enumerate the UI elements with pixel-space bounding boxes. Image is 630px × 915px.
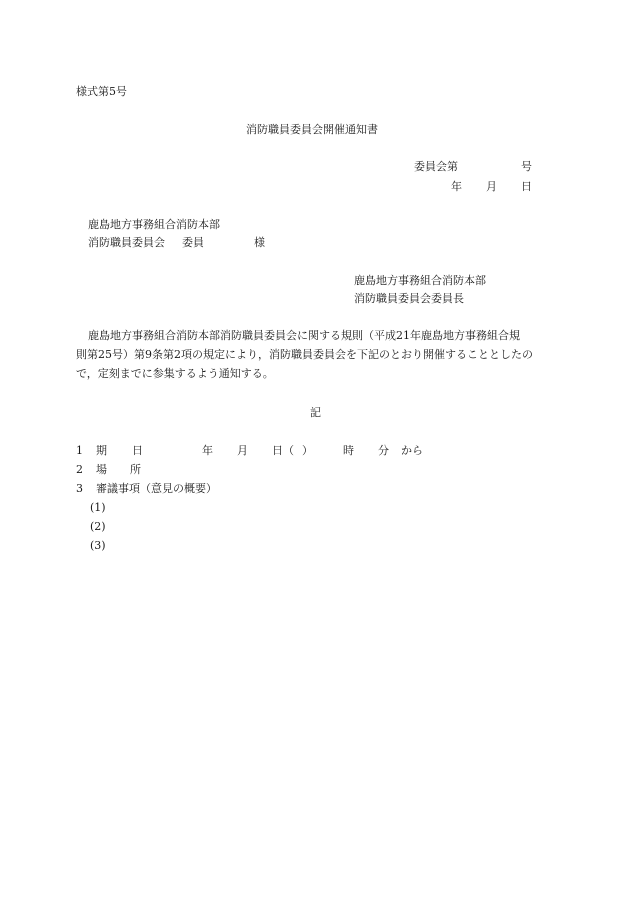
body-line: 鹿島地方事務組合消防本部消防職員委員会に関する規則（平成21年鹿島地方事務組合規 <box>88 329 520 342</box>
doc-number-prefix: 委員会第 <box>414 160 458 173</box>
subitem-1: (1) <box>90 501 106 514</box>
date-year: 年 <box>451 180 462 193</box>
item1-from: から <box>401 444 423 457</box>
item1-month: 月 <box>237 444 248 457</box>
item2-label-a: 場 <box>96 463 107 476</box>
item1-year: 年 <box>202 444 213 457</box>
sender-org: 鹿島地方事務組合消防本部 <box>354 274 486 287</box>
recipient-role: 委員 <box>182 236 204 249</box>
item1-label-b: 日 <box>132 444 143 457</box>
recipient-honorific: 様 <box>254 236 265 249</box>
sender-title: 消防職員委員会委員長 <box>354 292 464 305</box>
body-paragraph <box>76 326 558 383</box>
recipient-org: 鹿島地方事務組合消防本部 <box>88 218 220 231</box>
date-month: 月 <box>486 180 497 193</box>
item3-number: 3 <box>76 482 83 495</box>
date-day: 日 <box>521 180 532 193</box>
body-line: で，定刻までに参集するよう通知する。 <box>76 367 274 380</box>
recipient-committee: 消防職員委員会 <box>88 236 165 249</box>
subitem-3: (3) <box>90 539 106 552</box>
document-title: 消防職員委員会開催通知書 <box>246 123 378 136</box>
item2-label-b: 所 <box>130 463 141 476</box>
body-line: 則第25号）第9条第2項の規定により，消防職員委員会を下記のとおり開催することとしたの <box>76 348 533 361</box>
doc-number-suffix: 号 <box>521 160 532 173</box>
subitem-2: (2) <box>90 520 106 533</box>
ki-heading: 記 <box>310 406 321 419</box>
item1-hour: 時 <box>343 444 354 457</box>
item1-number: 1 <box>76 444 83 457</box>
item1-minute: 分 <box>378 444 389 457</box>
item1-day-close: ） <box>302 444 313 457</box>
item1-label-a: 期 <box>96 444 107 457</box>
item1-day: 日（ <box>272 444 294 457</box>
item2-number: 2 <box>76 463 83 476</box>
form-number: 様式第5号 <box>76 85 127 98</box>
item3-label: 審議事項（意見の概要） <box>96 482 217 495</box>
